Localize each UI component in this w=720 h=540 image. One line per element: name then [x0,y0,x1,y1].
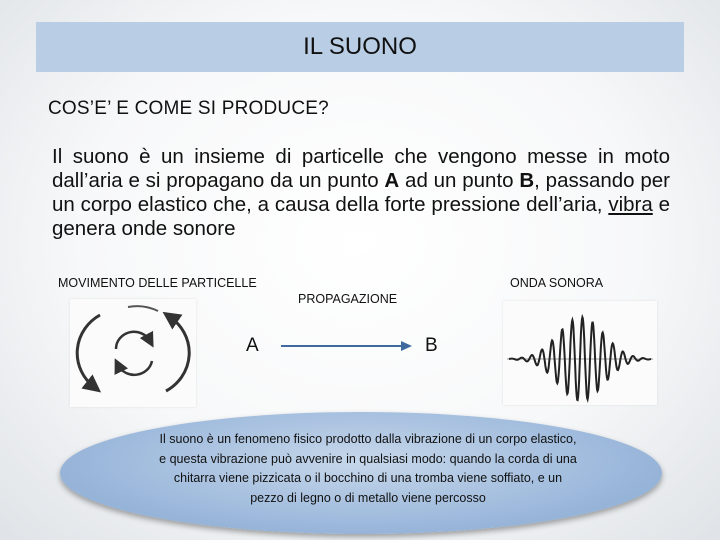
propagation-arrow-icon [281,340,413,352]
intro-paragraph [52,145,670,241]
particle-motion-image [70,299,196,407]
para-text-4: e genera onde sonore [52,193,670,240]
circular-arrows-icon [70,299,196,407]
para-text-3: , passando per un corpo elastico che, a causa della forte pressione dell’aria, [52,169,671,216]
para-point-b: B [519,169,535,192]
callout-text: Il suono è un fenomeno fisico prodotto dalla vibrazione di un corpo elastico, e questa vibrazione può avvenire in qualsiasi modo: quando la corda di una chitarra viene pizzicata o il bocchino di una tromba viene soffiato, e un pezzo di legno o di metallo viene percosso [159,432,577,505]
label-propagazione: PROPAGAZIONE [298,292,398,306]
subtitle: COS’E’ E COME SI PRODUCE? [48,98,329,119]
point-a-label: A [246,335,259,356]
para-vibra: vibra [608,193,653,216]
label-onda: ONDA SONORA [510,276,604,290]
sound-wave-image [503,301,657,405]
point-b-label: B [425,335,438,356]
title-bar [36,22,684,72]
para-text-1: Il suono è un insieme di particelle che vengono messe in moto dall’aria e si propagano da un punto [52,145,670,192]
para-point-a: A [384,169,400,192]
para-text-2: ad un punto [399,169,520,192]
page-title: IL SUONO [303,33,417,60]
sound-wave-icon [503,301,657,405]
label-movimento: MOVIMENTO DELLE PARTICELLE [58,276,257,290]
